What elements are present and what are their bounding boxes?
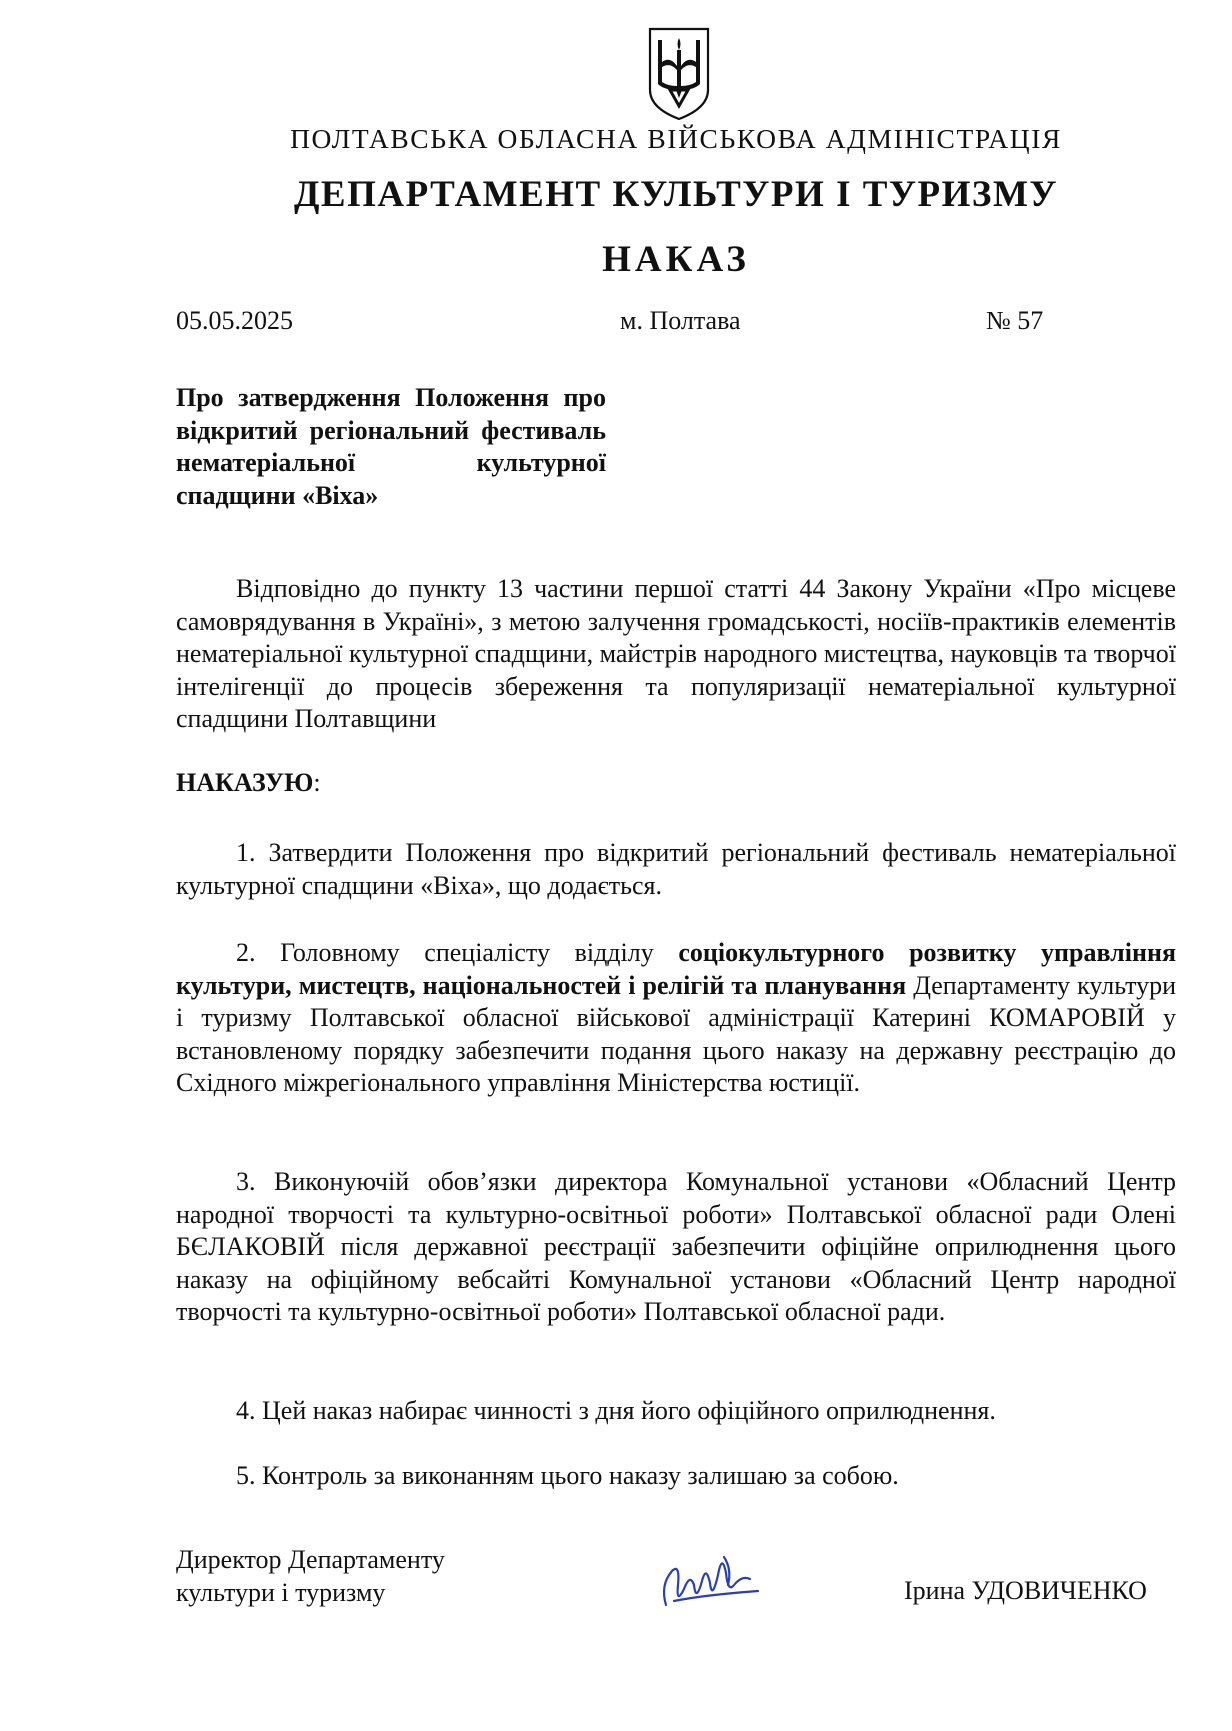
administration-title: ПОЛТАВСЬКА ОБЛАСНА ВІЙСЬКОВА АДМІНІСТРАЦІЯ — [290, 123, 1062, 154]
preamble-paragraph: Відповідно до пункту 13 частини першої статті 44 Закону України «Про місцеве самоврядування в Україні», з метою залучення громадськості, носіїв-практиків елементів нематеріальної культурної спадщини, майстрів народного мистецтва, науковців та творчої інтелігенції до процесів збереження та популяризації нематеріальної культурної спадщини Полтавщини — [176, 574, 1176, 733]
handwritten-signature — [654, 1545, 764, 1615]
order-keyword — [176, 768, 321, 798]
department-title: ДЕПАРТАМЕНТ КУЛЬТУРИ І ТУРИЗМУ — [293, 174, 1059, 215]
order-item-2-pre: 2. Головному спеціалісту відділу — [236, 938, 679, 967]
signer-position-line-1: Директор Департаменту — [176, 1545, 445, 1574]
order-item-2 — [176, 937, 1176, 1100]
order-item-2-bold: соціокультурного розвитку управління культури, мистецтв, національностей і релігій та планування — [176, 938, 1177, 1000]
order-keyword-colon: : — [313, 768, 321, 797]
order-item-3: 3. Виконуючій обов’язки директора Комунальної установи «Обласний Центр народної творчості та культурно-освітньої роботи» Полтавської обласної ради Олені БЄЛАКОВІЙ після державної реєстрації забезпечити офіційне оприлюднення цього наказу на офіційному вебсайті Комунальної установи «Обласний Центр народної творчості та культурно-освітньої роботи» Полтавської обласної ради. — [176, 1167, 1176, 1326]
signer-name: Ірина УДОВИЧЕНКО — [904, 1576, 1147, 1605]
order-date: 05.05.2025 — [176, 306, 293, 335]
order-keyword-text: НАКАЗУЮ — [176, 768, 314, 797]
order-item-2-post: Департаменту культури і туризму Полтавської обласної військової адміністрації Катерині КОМАРОВІЙ у встановленому порядку забезпечити подання цього наказу на державну реєстрацію до Східного міжрегіонального управління Міністерства юстиції. — [176, 970, 1176, 1097]
order-item-5: 5. Контроль за виконанням цього наказу залишаю за собою. — [236, 1461, 899, 1490]
order-item-4: 4. Цей наказ набирає чинності з дня його офіційного оприлюднення. — [236, 1396, 996, 1425]
order-item-1: 1. Затвердити Положення про відкритий регіональний фестиваль нематеріальної культурної спадщини «Віха», що додається. — [176, 838, 1176, 900]
order-number: № 57 — [986, 306, 1044, 335]
document-type-title: НАКАЗ — [602, 239, 750, 280]
order-city: м. Полтава — [620, 306, 741, 335]
order-subject: Про затвердження Положення про відкритий регіональний фестиваль нематеріальної культурної спадщини «Віха» — [176, 383, 606, 510]
ukraine-trident-icon — [646, 26, 712, 122]
signer-position-line-2: культури і туризму — [176, 1578, 386, 1607]
signer-position — [176, 1543, 445, 1609]
